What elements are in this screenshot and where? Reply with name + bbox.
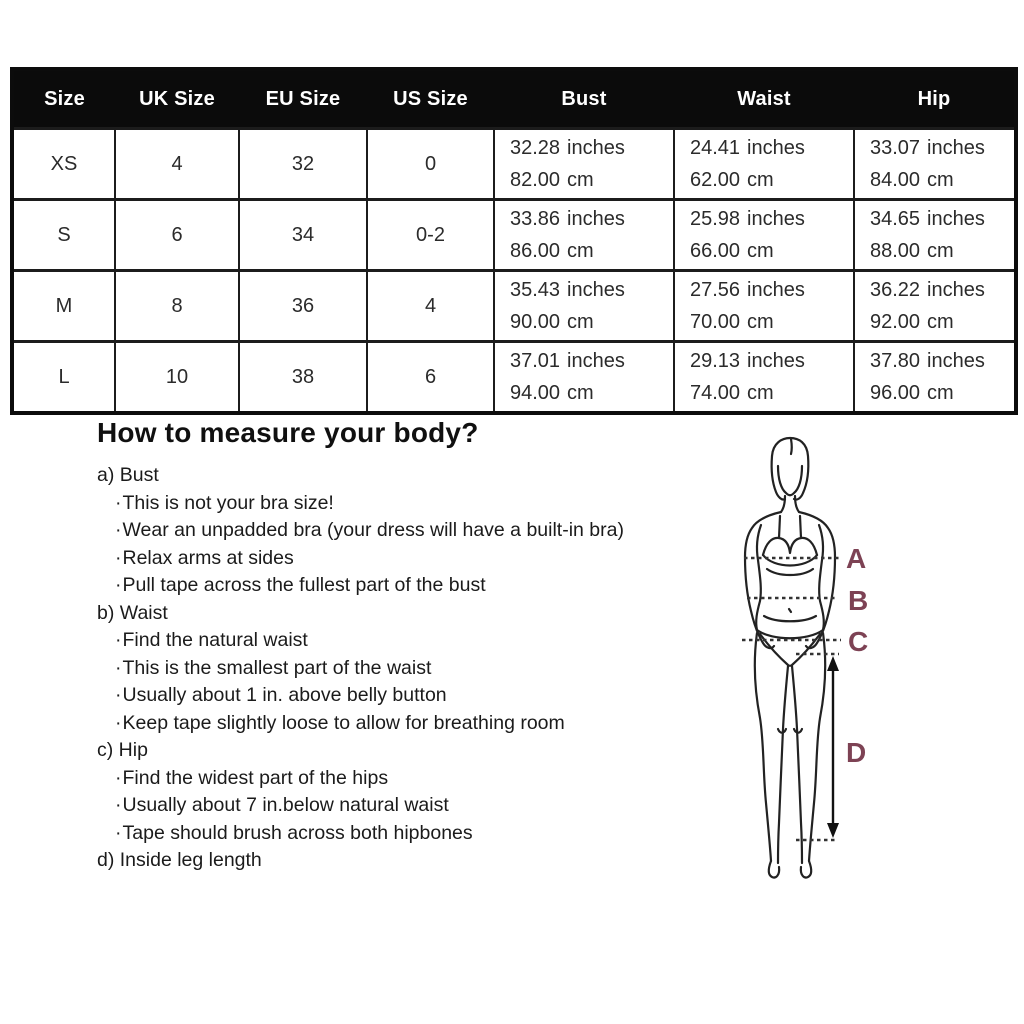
bullet-glyph: · xyxy=(115,711,122,734)
figure-labels xyxy=(846,543,868,768)
inseam-arrow-head-top xyxy=(827,656,839,671)
eu-size-cell: 34 xyxy=(239,200,367,271)
uk-size-cell: 4 xyxy=(115,129,239,200)
unit-inches: inches xyxy=(927,208,985,230)
guide-title: How to measure your body? xyxy=(97,417,479,448)
unit-inches: inches xyxy=(567,137,625,159)
bust-cm-value: 86.00 xyxy=(510,240,561,262)
bullet-glyph: · xyxy=(115,629,122,651)
face-outline xyxy=(778,466,802,495)
hip-inches-value: 36.22 xyxy=(870,279,921,301)
body-measurement-figure xyxy=(700,412,920,892)
leg-right-outer xyxy=(809,633,825,861)
figure-label-waist: B xyxy=(848,585,869,616)
unit-inches: inches xyxy=(747,350,805,372)
us-size-cell: 4 xyxy=(367,271,494,342)
hip-inches-value: 33.07 xyxy=(870,137,921,159)
hair-part xyxy=(791,439,792,454)
waist-inches-value: 25.98 xyxy=(690,208,741,230)
torso-right xyxy=(819,525,824,630)
hip-cm-value: 96.00 xyxy=(870,382,921,404)
unit-cm: cm xyxy=(747,382,774,404)
size-chart-table xyxy=(10,67,1018,415)
uk-size-cell: 10 xyxy=(115,342,239,414)
belly-line xyxy=(764,616,816,621)
leg-right-inner xyxy=(792,666,802,863)
unit-inches: inches xyxy=(927,137,985,159)
us-size-cell: 0-2 xyxy=(367,200,494,271)
col-header-us-size: US Size xyxy=(367,69,494,129)
unit-inches: inches xyxy=(927,350,985,372)
waist-inches-value: 27.56 xyxy=(690,279,741,301)
bust-cm-value: 94.00 xyxy=(510,382,561,404)
waist-cell xyxy=(674,200,854,271)
guide-item-text: Find the widest part of the hips xyxy=(122,766,389,789)
hip-inches-value: 37.80 xyxy=(870,350,921,372)
size-cell: S xyxy=(12,200,115,271)
arm-left xyxy=(745,512,781,648)
unit-cm: cm xyxy=(567,382,594,404)
us-size-cell: 6 xyxy=(367,342,494,414)
unit-cm: cm xyxy=(747,169,774,191)
hip-cm-value: 92.00 xyxy=(870,311,921,333)
body-outline xyxy=(745,438,835,878)
unit-inches: inches xyxy=(567,208,625,230)
bullet-glyph: · xyxy=(115,519,122,541)
guide-item xyxy=(97,517,717,545)
guide-item xyxy=(97,682,717,710)
table-header-row xyxy=(12,69,1016,129)
bra-cups-bottom xyxy=(763,555,817,566)
guide-item-text: Tape should brush across both hipbones xyxy=(122,821,473,844)
hip-inches-value: 34.65 xyxy=(870,208,921,230)
bust-cell xyxy=(494,200,674,271)
bullet-glyph: · xyxy=(115,491,122,514)
eu-size-cell: 36 xyxy=(239,271,367,342)
bullet-glyph: · xyxy=(115,546,122,569)
hip-cell xyxy=(854,271,1016,342)
bra-cups-top xyxy=(763,538,817,555)
size-cell: XS xyxy=(12,129,115,200)
arm-right xyxy=(799,512,835,648)
bust-cell xyxy=(494,342,674,414)
guide-item-text: Keep tape slightly loose to allow for breathing room xyxy=(122,711,565,734)
bust-cm-value: 90.00 xyxy=(510,311,561,333)
unit-cm: cm xyxy=(747,311,774,333)
waist-cm-value: 62.00 xyxy=(690,169,741,191)
col-header-hip: Hip xyxy=(854,69,1016,129)
panty-top xyxy=(757,630,823,638)
guide-section-hip: c) Hip xyxy=(97,739,148,761)
guide-section-bust: a) Bust xyxy=(97,464,159,486)
col-header-waist: Waist xyxy=(674,69,854,129)
hip-cm-value: 84.00 xyxy=(870,169,921,191)
guide-item-text: This is the smallest part of the waist xyxy=(122,656,432,679)
guide-item xyxy=(97,792,717,820)
col-header-size: Size xyxy=(12,69,115,129)
guide-item xyxy=(97,545,717,573)
guide-section-waist: b) Waist xyxy=(97,601,168,624)
navel xyxy=(789,609,791,612)
hip-cell xyxy=(854,129,1016,200)
bullet-glyph: · xyxy=(115,574,122,596)
bra-band xyxy=(767,569,813,575)
guide-item-text: This is not your bra size! xyxy=(122,491,334,514)
bust-inches-value: 35.43 xyxy=(510,279,561,301)
unit-inches: inches xyxy=(747,208,805,230)
bullet-glyph: · xyxy=(115,684,122,706)
guide-item xyxy=(97,572,717,600)
leg-left-outer xyxy=(755,633,771,861)
waist-cm-value: 70.00 xyxy=(690,311,741,333)
bust-cell xyxy=(494,129,674,200)
guide-item-text: Relax arms at sides xyxy=(122,546,294,569)
guide-item-text: Usually about 7 in.below natural waist xyxy=(122,794,449,816)
unit-cm: cm xyxy=(567,311,594,333)
torso-left xyxy=(756,525,761,630)
bust-cm-value: 82.00 xyxy=(510,169,561,191)
bra-strap-right xyxy=(800,516,801,538)
bullet-glyph: · xyxy=(115,656,122,679)
unit-cm: cm xyxy=(747,240,774,262)
bust-inches-value: 33.86 xyxy=(510,208,561,230)
eu-size-cell: 38 xyxy=(239,342,367,414)
hip-cell xyxy=(854,342,1016,414)
hip-cm-value: 88.00 xyxy=(870,240,921,262)
eu-size-cell: 32 xyxy=(239,129,367,200)
leg-left-inner xyxy=(778,666,788,863)
waist-cm-value: 74.00 xyxy=(690,382,741,404)
bust-cell xyxy=(494,271,674,342)
table-row-m xyxy=(12,271,1016,342)
guide-item xyxy=(97,820,717,848)
us-size-cell: 0 xyxy=(367,129,494,200)
bullet-glyph: · xyxy=(115,794,122,816)
waist-cell xyxy=(674,342,854,414)
col-header-eu-size: EU Size xyxy=(239,69,367,129)
table-row-xs xyxy=(12,129,1016,200)
guide-item xyxy=(97,765,717,793)
bust-inches-value: 37.01 xyxy=(510,350,561,372)
unit-cm: cm xyxy=(567,169,594,191)
table-row-s xyxy=(12,200,1016,271)
unit-inches: inches xyxy=(927,279,985,301)
bust-inches-value: 32.28 xyxy=(510,137,561,159)
figure-label-inseam: D xyxy=(846,737,867,768)
uk-size-cell: 8 xyxy=(115,271,239,342)
guide-section-inside-leg: d) Inside leg length xyxy=(97,849,262,871)
waist-cell xyxy=(674,129,854,200)
waist-cell xyxy=(674,271,854,342)
col-header-bust: Bust xyxy=(494,69,674,129)
guide-item-text: Wear an unpadded bra (your dress will have a built-in bra) xyxy=(122,519,624,541)
inseam-arrow-head-bottom xyxy=(827,823,839,838)
waist-inches-value: 24.41 xyxy=(690,137,741,159)
bullet-glyph: · xyxy=(115,766,122,789)
unit-cm: cm xyxy=(927,382,954,404)
waist-inches-value: 29.13 xyxy=(690,350,741,372)
figure-label-hip: C xyxy=(848,626,869,657)
size-cell: M xyxy=(12,271,115,342)
inseam-arrow xyxy=(827,656,839,838)
guide-item xyxy=(97,490,717,518)
size-cell: L xyxy=(12,342,115,414)
hip-cell xyxy=(854,200,1016,271)
unit-inches: inches xyxy=(747,137,805,159)
guide-item xyxy=(97,710,717,738)
uk-size-cell: 6 xyxy=(115,200,239,271)
guide-item-text: Find the natural waist xyxy=(122,629,308,651)
guide-item xyxy=(97,627,717,655)
unit-cm: cm xyxy=(927,311,954,333)
unit-cm: cm xyxy=(567,240,594,262)
unit-cm: cm xyxy=(927,240,954,262)
table-row-l xyxy=(12,342,1016,414)
bra-strap-left xyxy=(779,516,780,538)
unit-inches: inches xyxy=(747,279,805,301)
bullet-glyph: · xyxy=(115,821,122,844)
unit-inches: inches xyxy=(567,279,625,301)
measure-guide xyxy=(97,417,717,875)
guide-item xyxy=(97,655,717,683)
unit-cm: cm xyxy=(927,169,954,191)
guide-item-text: Pull tape across the fullest part of the bust xyxy=(122,574,486,596)
guide-item-text: Usually about 1 in. above belly button xyxy=(122,684,447,706)
figure-label-bust: A xyxy=(846,543,867,574)
col-header-uk-size: UK Size xyxy=(115,69,239,129)
unit-inches: inches xyxy=(567,350,625,372)
waist-cm-value: 66.00 xyxy=(690,240,741,262)
